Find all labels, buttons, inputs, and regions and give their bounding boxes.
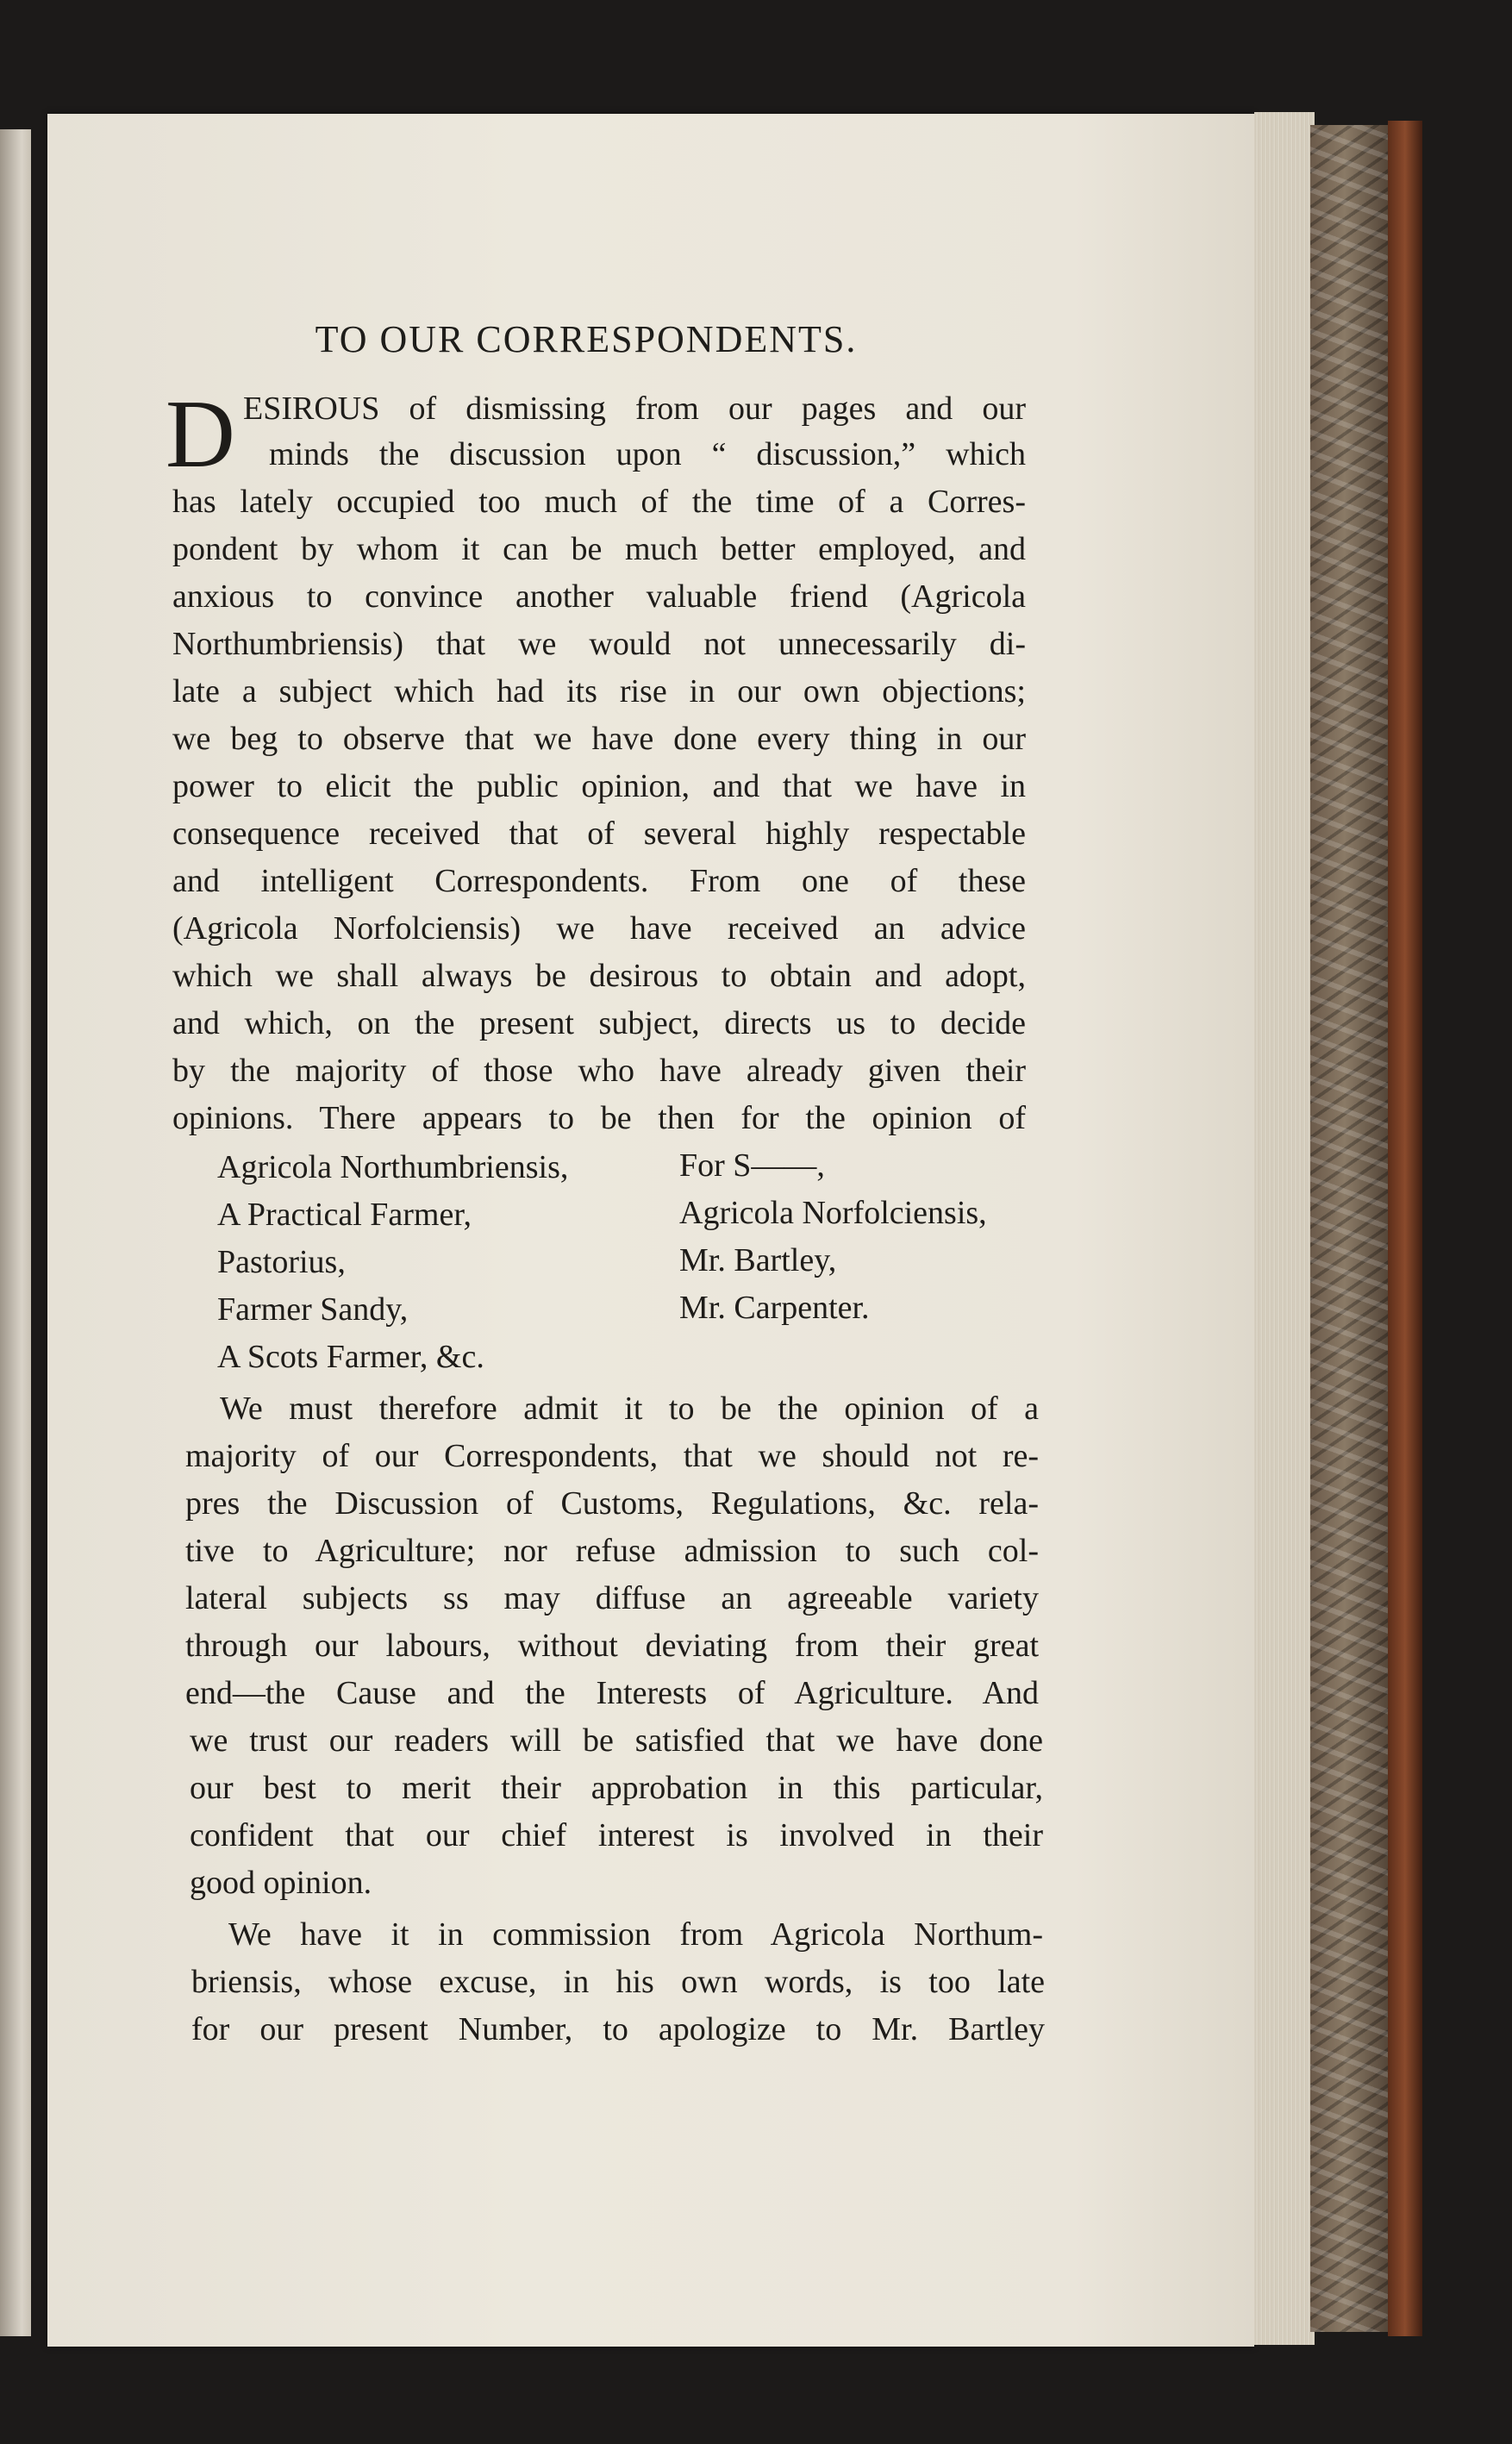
para1-line-4: pondent by whom it can be much better employed, and	[172, 531, 1026, 567]
para1-line-1: ESIROUS of dismissing from our pages and our	[243, 391, 1026, 427]
list-right-item-1: For S——,	[679, 1147, 825, 1184]
para1-line-11: and intelligent Correspondents. From one of these	[172, 863, 1026, 899]
para3-line-3: for our present Number, to apologize to Mr. Bartley	[191, 2011, 1045, 2047]
list-left-item-4: Farmer Sandy,	[217, 1291, 409, 1328]
para3-line-2: briensis, whose excuse, in his own words, is too late	[191, 1964, 1045, 2000]
para1-line-12: (Agricola Norfolciensis) we have received an advice	[172, 910, 1026, 947]
para2-line-9: our best to merit their approbation in this particular,	[190, 1770, 1043, 1806]
para2-line-2: majority of our Correspondents, that we should not re-	[185, 1438, 1039, 1474]
para2-line-8: we trust our readers will be satisfied that we have done	[190, 1722, 1043, 1759]
list-right-item-3: Mr. Bartley,	[679, 1242, 837, 1278]
para1-line-7: late a subject which had its rise in our own objections;	[172, 673, 1026, 709]
para1-line-13: which we shall always be desirous to obtain and adopt,	[172, 958, 1026, 994]
para1-line-8: we beg to observe that we have done every thing in our	[172, 721, 1026, 757]
list-left-item-2: A Practical Farmer,	[217, 1197, 472, 1233]
left-page-edge	[0, 129, 31, 2336]
para1-line-14: and which, on the present subject, directs us to decide	[172, 1005, 1026, 1041]
para2-line-10: confident that our chief interest is involved in their	[190, 1817, 1043, 1853]
page-title: TO OUR CORRESPONDENTS.	[315, 318, 858, 360]
para1-line-15: by the majority of those who have already given their	[172, 1053, 1026, 1089]
marbled-cover	[1310, 125, 1396, 2332]
para2-line-5: lateral subjects ss may diffuse an agreeable variety	[185, 1580, 1039, 1616]
para2-line-3: pres the Discussion of Customs, Regulations, &c. rela-	[185, 1485, 1039, 1522]
para1-line-6: Northumbriensis) that we would not unnecessarily di-	[172, 626, 1026, 662]
list-right-item-2: Agricola Norfolciensis,	[679, 1195, 987, 1231]
para1-line-5: anxious to convince another valuable friend (Agricola	[172, 578, 1026, 615]
para3-line-1: We have it in commission from Agricola Northum-	[228, 1916, 1043, 1953]
drop-cap: D	[166, 381, 235, 488]
list-left-item-5: A Scots Farmer, &c.	[217, 1339, 484, 1375]
para2-line-1: We must therefore admit it to be the opinion of a	[220, 1391, 1039, 1427]
list-right-item-4: Mr. Carpenter.	[679, 1290, 870, 1326]
list-left-item-1: Agricola Northumbriensis,	[217, 1149, 569, 1185]
para1-line-10: consequence received that of several highly respectable	[172, 816, 1026, 852]
page-edges	[1254, 112, 1315, 2345]
para2-line-6: through our labours, without deviating from their great	[185, 1628, 1039, 1664]
para2-line-4: tive to Agriculture; nor refuse admission to such col-	[185, 1533, 1039, 1569]
para2-line-7: end—the Cause and the Interests of Agriculture. And	[185, 1675, 1039, 1711]
para1-line-9: power to elicit the public opinion, and that we have in	[172, 768, 1026, 804]
para1-line-3: has lately occupied too much of the time of a Corres-	[172, 484, 1026, 520]
leather-binding	[1388, 121, 1422, 2336]
para2-line-11: good opinion.	[190, 1865, 372, 1901]
para1-line-16: opinions. There appears to be then for the opinion of	[172, 1100, 1026, 1136]
list-left-item-3: Pastorius,	[217, 1244, 346, 1280]
para1-line-2: minds the discussion upon “ discussion,” which	[269, 436, 1026, 472]
